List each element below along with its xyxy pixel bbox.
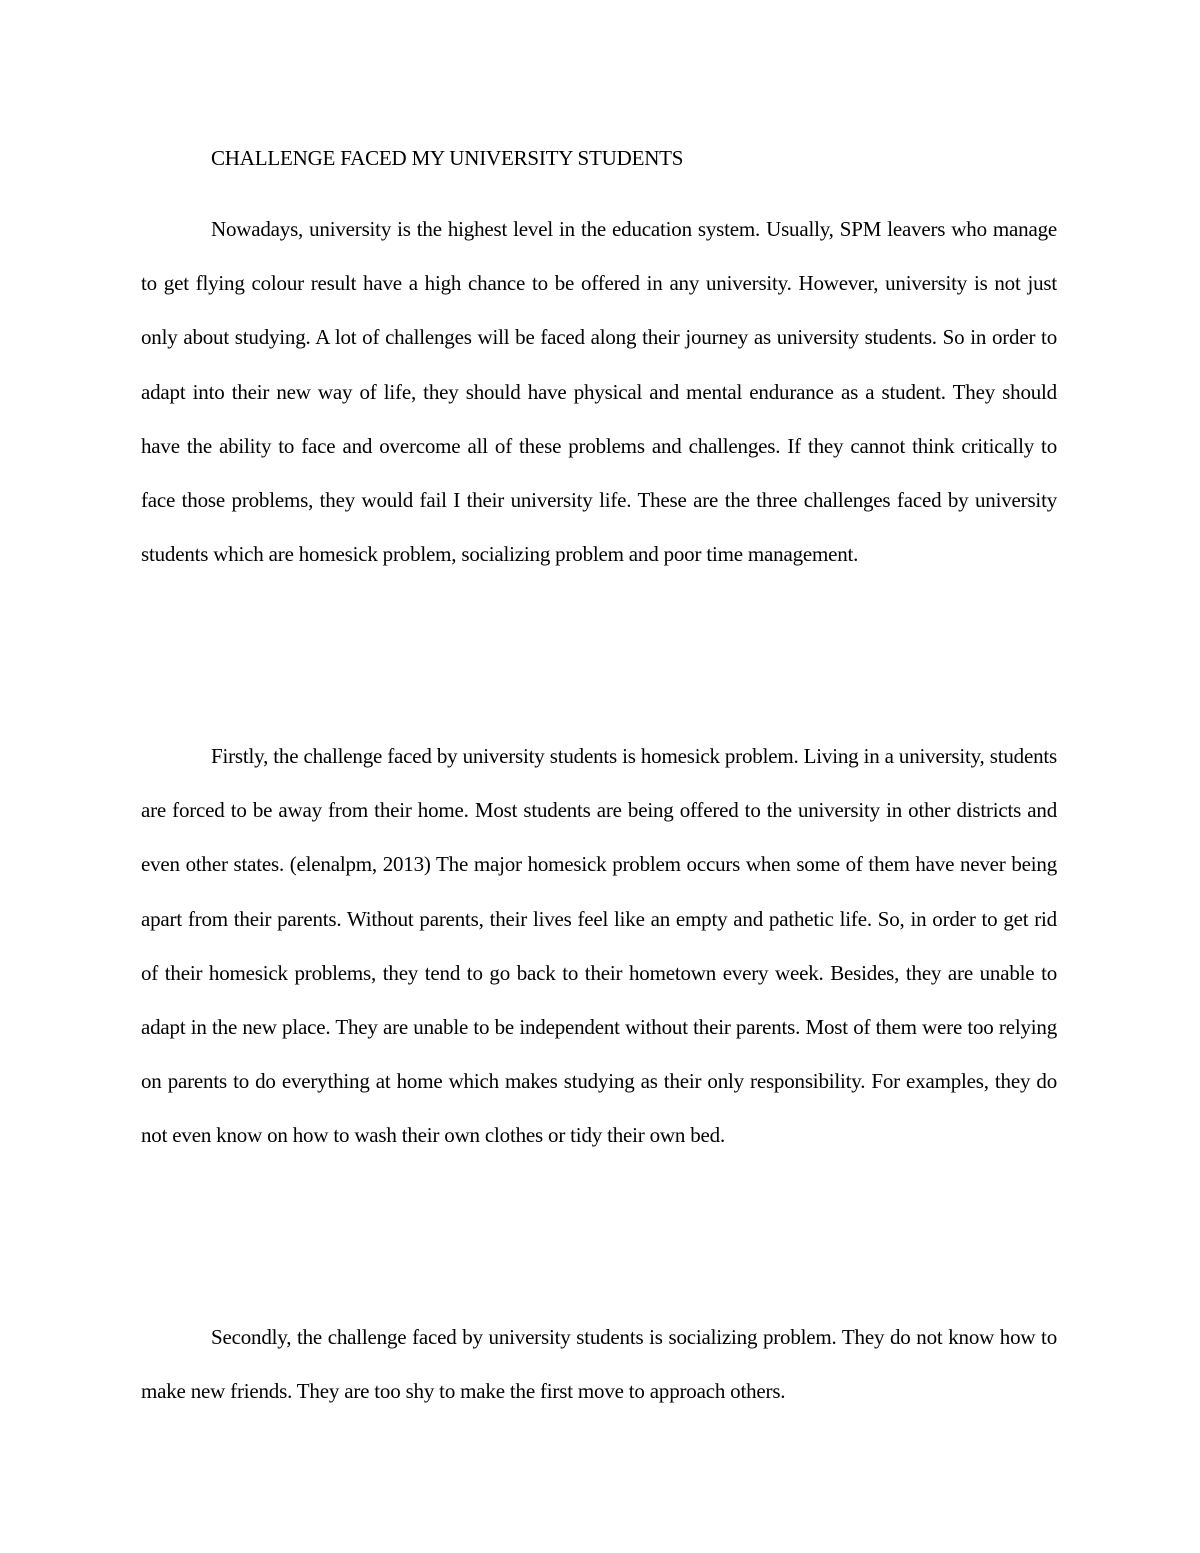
paragraph-socializing-problem: Secondly, the challenge faced by university students is socializing problem. They do not know how to make new friends. They are too shy to make the first move to approach others. (141, 1325, 1057, 1404)
document-title: CHALLENGE FACED MY UNIVERSITY STUDENTS (211, 146, 684, 170)
paragraph-homesick-problem: Firstly, the challenge faced by university students is homesick problem. Living in a university, students are forced to be away from their home. Most students are being offered to the university in other districts and even other states. (elenalpm, 2013) The major homesick problem occurs when some of them have never being apart from their parents. Without parents, their lives feel like an empty and pathetic life. So, in order to get rid of their homesick problems, they tend to go back to their hometown every week. Besides, they are unable to adapt in the new place. They are unable to be independent without their parents. Most of them were too relying on parents to do everything at home which makes studying as their only responsibility. For examples, they do not even know on how to wash their own clothes or tidy their own bed. (141, 744, 1057, 1148)
paragraph-introduction: Nowadays, university is the highest level in the education system. Usually, SPM leavers who manage to get flying colour result have a high chance to be offered in any university. However, university is not just only about studying. A lot of challenges will be faced along their journey as university students. So in order to adapt into their new way of life, they should have physical and mental endurance as a student. They should have the ability to face and overcome all of these problems and challenges. If they cannot think critically to face those problems, they would fail I their university life. These are the three challenges faced by university students which are homesick problem, socializing problem and poor time management. (141, 217, 1057, 567)
